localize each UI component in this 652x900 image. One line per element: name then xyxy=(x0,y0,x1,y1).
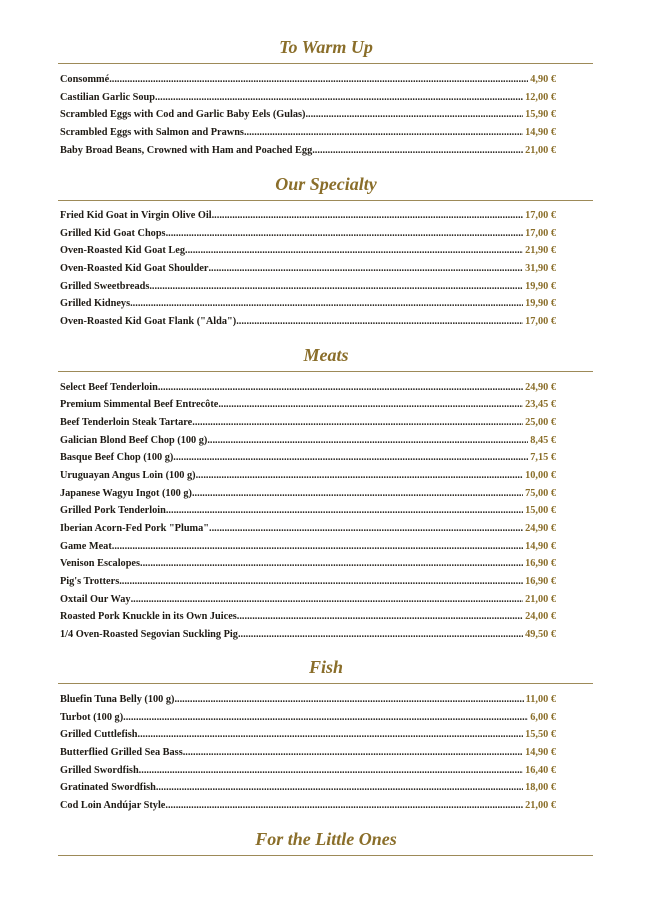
menu-item xyxy=(60,297,556,311)
menu-item xyxy=(60,126,556,140)
item-name: Pig's Trotters xyxy=(60,576,120,587)
item-price: 21,00 € xyxy=(525,145,556,156)
dot-leader xyxy=(165,799,523,813)
menu-item xyxy=(60,693,556,707)
section-title-our-specialty: Our Specialty xyxy=(275,174,377,194)
item-name: Scrambled Eggs with Salmon and Prawns xyxy=(60,127,244,138)
dot-leader xyxy=(237,610,523,624)
menu-item xyxy=(60,144,556,158)
section-title-fish: Fish xyxy=(308,657,344,677)
item-name: Grilled Kidneys xyxy=(60,298,131,309)
menu-item xyxy=(60,711,556,725)
section-divider xyxy=(58,855,593,856)
dot-leader xyxy=(207,434,528,448)
dot-leader xyxy=(218,398,523,412)
item-name: Beef Tenderloin Steak Tartare xyxy=(60,417,193,428)
dot-leader xyxy=(155,91,523,105)
item-name: Uruguayan Angus Loin (100 g) xyxy=(60,470,196,481)
item-price: 19,90 € xyxy=(525,298,556,309)
item-price: 16,40 € xyxy=(525,765,556,776)
item-name: Venison Escalopes xyxy=(60,558,141,569)
menu-item xyxy=(60,108,556,122)
dot-leader xyxy=(212,209,524,223)
item-price: 49,50 € xyxy=(525,629,556,640)
item-name: Game Meat xyxy=(60,541,112,552)
item-name: Cod Loin Andújar Style xyxy=(60,800,166,811)
item-price: 15,00 € xyxy=(525,505,556,516)
dot-leader xyxy=(119,575,523,589)
item-price: 14,90 € xyxy=(525,541,556,552)
item-price: 17,00 € xyxy=(525,228,556,239)
item-name: Japanese Wagyu Ingot (100 g) xyxy=(60,488,192,499)
section-title-meats: Meats xyxy=(303,345,349,365)
item-price: 21,00 € xyxy=(525,594,556,605)
section-divider xyxy=(58,371,593,372)
item-name: Grilled Cuttlefish xyxy=(60,729,138,740)
dot-leader xyxy=(208,262,523,276)
menu-item xyxy=(60,244,556,258)
section-divider xyxy=(58,63,593,64)
menu-item xyxy=(60,610,556,624)
item-name: Baby Broad Beans, Crowned with Ham and Poached Egg xyxy=(60,145,313,156)
item-name: Oven-Roasted Kid Goat Flank ("Alda") xyxy=(60,316,237,327)
menu-item xyxy=(60,315,556,329)
item-name: Bluefin Tuna Belly (100 g) xyxy=(60,694,175,705)
dot-leader xyxy=(183,746,523,760)
menu-item xyxy=(60,91,556,105)
item-price: 7,15 € xyxy=(530,452,556,463)
menu-item xyxy=(60,746,556,760)
item-price: 8,45 € xyxy=(530,435,556,446)
item-name: Fried Kid Goat in Virgin Olive Oil xyxy=(60,210,212,221)
section-divider xyxy=(58,683,593,684)
item-name: Galician Blond Beef Chop (100 g) xyxy=(60,435,208,446)
dot-leader xyxy=(192,416,523,430)
item-price: 12,00 € xyxy=(525,92,556,103)
dot-leader xyxy=(156,781,523,795)
item-price: 15,90 € xyxy=(525,109,556,120)
menu-item xyxy=(60,227,556,241)
dot-leader xyxy=(196,469,524,483)
menu-item xyxy=(60,262,556,276)
menu-item xyxy=(60,469,556,483)
item-name: Scrambled Eggs with Cod and Garlic Baby Eels (Gulas) xyxy=(60,109,306,120)
item-price: 17,00 € xyxy=(525,210,556,221)
item-name: Grilled Kid Goat Chops xyxy=(60,228,166,239)
dot-leader xyxy=(305,108,523,122)
item-name: Grilled Pork Tenderloin xyxy=(60,505,166,516)
dot-leader xyxy=(173,451,528,465)
item-price: 10,00 € xyxy=(525,470,556,481)
menu-item xyxy=(60,628,556,642)
item-price: 17,00 € xyxy=(525,316,556,327)
item-price: 16,90 € xyxy=(525,576,556,587)
menu-item xyxy=(60,504,556,518)
section-title-to-warm-up: To Warm Up xyxy=(279,37,373,57)
menu-item xyxy=(60,728,556,742)
menu-item xyxy=(60,416,556,430)
item-price: 23,45 € xyxy=(525,399,556,410)
section-title-for-the-little-ones: For the Little Ones xyxy=(255,829,397,849)
menu-item xyxy=(60,73,556,87)
menu-item xyxy=(60,557,556,571)
item-price: 15,50 € xyxy=(525,729,556,740)
menu-item xyxy=(60,799,556,813)
dot-leader xyxy=(185,244,523,258)
dot-leader xyxy=(109,73,528,87)
item-price: 31,90 € xyxy=(525,263,556,274)
item-price: 21,90 € xyxy=(525,245,556,256)
dot-leader xyxy=(174,693,523,707)
item-name: Grilled Swordfish xyxy=(60,765,139,776)
item-name: Iberian Acorn-Fed Pork "Pluma" xyxy=(60,523,210,534)
menu-item xyxy=(60,593,556,607)
item-name: Basque Beef Chop (100 g) xyxy=(60,452,174,463)
item-name: Turbot (100 g) xyxy=(60,712,124,723)
dot-leader xyxy=(139,764,523,778)
item-name: Oxtail Our Way xyxy=(60,594,131,605)
item-price: 16,90 € xyxy=(525,558,556,569)
menu-item xyxy=(60,209,556,223)
menu-item xyxy=(60,540,556,554)
dot-leader xyxy=(166,504,523,518)
dot-leader xyxy=(123,711,528,725)
item-price: 24,00 € xyxy=(525,611,556,622)
dot-leader xyxy=(244,126,523,140)
item-price: 4,90 € xyxy=(530,74,556,85)
item-name: Consommé xyxy=(60,74,110,85)
item-price: 21,00 € xyxy=(525,800,556,811)
dot-leader xyxy=(166,227,524,241)
dot-leader xyxy=(138,728,524,742)
item-price: 6,00 € xyxy=(530,712,556,723)
dot-leader xyxy=(112,540,523,554)
item-name: Butterflied Grilled Sea Bass xyxy=(60,747,183,758)
dot-leader xyxy=(130,297,523,311)
dot-leader xyxy=(236,315,523,329)
item-price: 18,00 € xyxy=(525,782,556,793)
item-price: 24,90 € xyxy=(525,523,556,534)
item-name: Gratinated Swordfish xyxy=(60,782,156,793)
item-name: Select Beef Tenderloin xyxy=(60,382,158,393)
dot-leader xyxy=(312,144,523,158)
item-name: Premium Simmental Beef Entrecôte xyxy=(60,399,219,410)
menu-item xyxy=(60,487,556,501)
item-price: 14,90 € xyxy=(525,747,556,758)
item-price: 24,90 € xyxy=(525,382,556,393)
item-price: 25,00 € xyxy=(525,417,556,428)
item-name: 1/4 Oven-Roasted Segovian Suckling Pig xyxy=(60,629,238,640)
menu-item xyxy=(60,381,556,395)
dot-leader xyxy=(140,557,523,571)
item-price: 75,00 € xyxy=(525,488,556,499)
menu-item xyxy=(60,398,556,412)
dot-leader xyxy=(131,593,524,607)
dot-leader xyxy=(192,487,523,501)
menu-item xyxy=(60,764,556,778)
dot-leader xyxy=(209,522,523,536)
dot-leader xyxy=(158,381,523,395)
dot-leader xyxy=(238,628,523,642)
section-divider xyxy=(58,200,593,201)
dot-leader xyxy=(149,280,523,294)
item-name: Oven-Roasted Kid Goat Leg xyxy=(60,245,185,256)
item-name: Roasted Pork Knuckle in its Own Juices xyxy=(60,611,237,622)
item-name: Oven-Roasted Kid Goat Shoulder xyxy=(60,263,209,274)
menu-item xyxy=(60,781,556,795)
menu-item xyxy=(60,451,556,465)
item-name: Castilian Garlic Soup xyxy=(60,92,155,103)
menu-item xyxy=(60,522,556,536)
menu-item xyxy=(60,434,556,448)
menu-item xyxy=(60,280,556,294)
item-name: Grilled Sweetbreads xyxy=(60,281,150,292)
item-price: 14,90 € xyxy=(525,127,556,138)
item-price: 11,00 € xyxy=(525,694,556,705)
menu-item xyxy=(60,575,556,589)
item-price: 19,90 € xyxy=(525,281,556,292)
